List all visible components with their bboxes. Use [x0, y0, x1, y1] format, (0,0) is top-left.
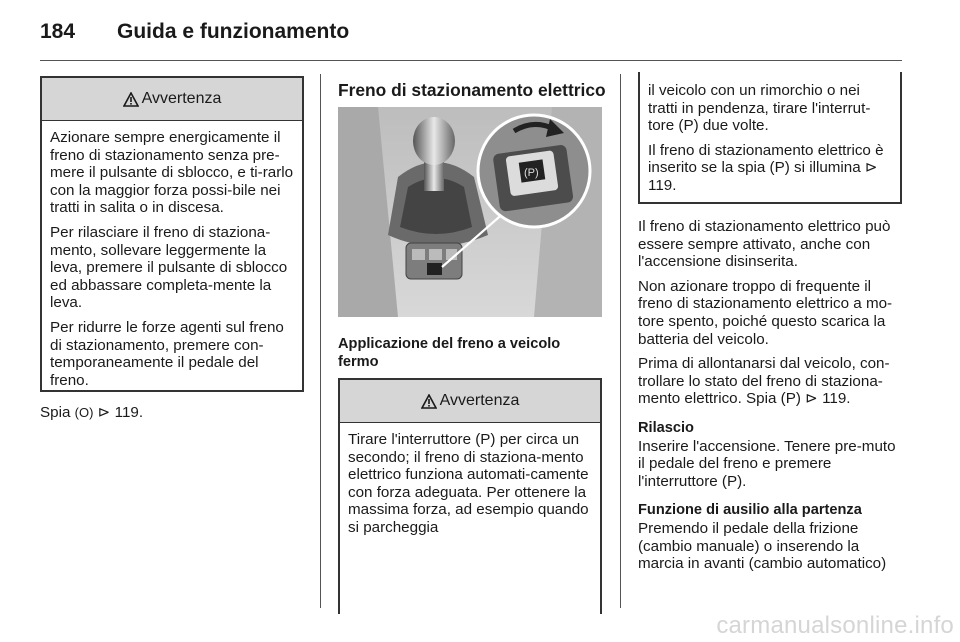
header-rule: [40, 60, 902, 61]
warning-paragraph: Il freno di stazionamento elettrico è inserito se la spia (P) si illumina ⊳ 119.: [648, 141, 884, 194]
page-title: Guida e funzionamento: [117, 20, 350, 43]
watermark: carmanualsonline.info: [716, 612, 954, 639]
subheading-rilascio: Rilascio: [638, 419, 694, 436]
reference-arrow-icon: ⊳: [97, 404, 111, 421]
section-heading: Freno di stazionamento elettrico: [338, 80, 606, 100]
warning-title: Avvertenza: [141, 90, 222, 107]
warning-paragraph: Azionare sempre energicamente il freno di stazionamento senza pre-mere il pulsante di sblocco, e ti-rarlo con la maggior forza possi-bile nei tratti in salita o in discesa.: [50, 129, 294, 217]
spia-label: Spia: [40, 404, 71, 421]
column-divider-left: [320, 74, 321, 608]
paragraph: Premendo il pedale della frizione (cambio manuale) o inserendo la marcia in avanti (cambio automatico): [638, 519, 887, 573]
page-reference: 119.: [114, 404, 144, 421]
column-divider-right: [620, 74, 621, 608]
subheading-container: [338, 336, 598, 378]
warning-box-continued: [638, 72, 902, 204]
warning-paragraph: Per ridurre le forze agenti sul freno di stazionamento, premere con-temporaneamente il pedale del freno.: [50, 318, 284, 389]
paragraph: Inserire l'accensione. Tenere pre-muto il pedale del freno e premere l'interruttore (P).: [638, 437, 896, 490]
subheading-applicazione: Applicazione del freno a veicolo fermo: [338, 336, 561, 370]
warning-title: Avvertenza: [439, 392, 520, 409]
paragraph: Il freno di stazionamento elettrico può essere sempre attivato, anche con l'accensione disinserita.: [638, 218, 891, 271]
warning-box-body: [340, 423, 600, 550]
warning-box-middle: [338, 378, 602, 614]
warning-box-body: [42, 121, 302, 402]
warning-box-left: [40, 76, 304, 392]
warning-paragraph: Per rilasciare il freno di staziona-mento, sollevare leggermente la leva, premere il pulsante di sblocco ed abbassare completa-mente la leva.: [50, 223, 288, 312]
warning-box-header: [42, 78, 302, 121]
warning-paragraph: il veicolo con un rimorchio o nei tratti in pendenza, tirare l'interrut-tore (P) due volte.: [648, 82, 871, 135]
parking-brake-illustration: [338, 107, 602, 317]
warning-triangle-icon: [123, 92, 139, 107]
brake-warning-icon: (O): [74, 405, 94, 420]
paragraph: Non azionare troppo di frequente il freno di stazionamento elettrico a mo-tore spento, poiché questo scarica la batteria del veicolo.: [638, 277, 893, 348]
warning-box-body: [640, 72, 900, 208]
section-heading-container: [338, 80, 608, 108]
svg-text:(P): (P): [524, 167, 539, 179]
warning-box-header: [340, 380, 600, 423]
page-number: 184: [40, 20, 76, 43]
paragraph: Prima di allontanarsi dal veicolo, con-trollare lo stato del freno di staziona-mento elettrico. Spia (P) ⊳ 119.: [638, 355, 890, 408]
warning-paragraph: Tirare l'interruttore (P) per circa un secondo; il freno di staziona-mento elettrico funziona automati-camente con forza adeguata. Per ottenere la massima forza, ad esempio quando si parcheggia: [348, 431, 589, 536]
spia-reference: [40, 404, 304, 429]
right-column-text: [638, 218, 904, 580]
subheading-ausilio: Funzione di ausilio alla partenza: [638, 502, 862, 519]
page-header: [40, 14, 900, 54]
warning-triangle-icon: [421, 394, 437, 409]
